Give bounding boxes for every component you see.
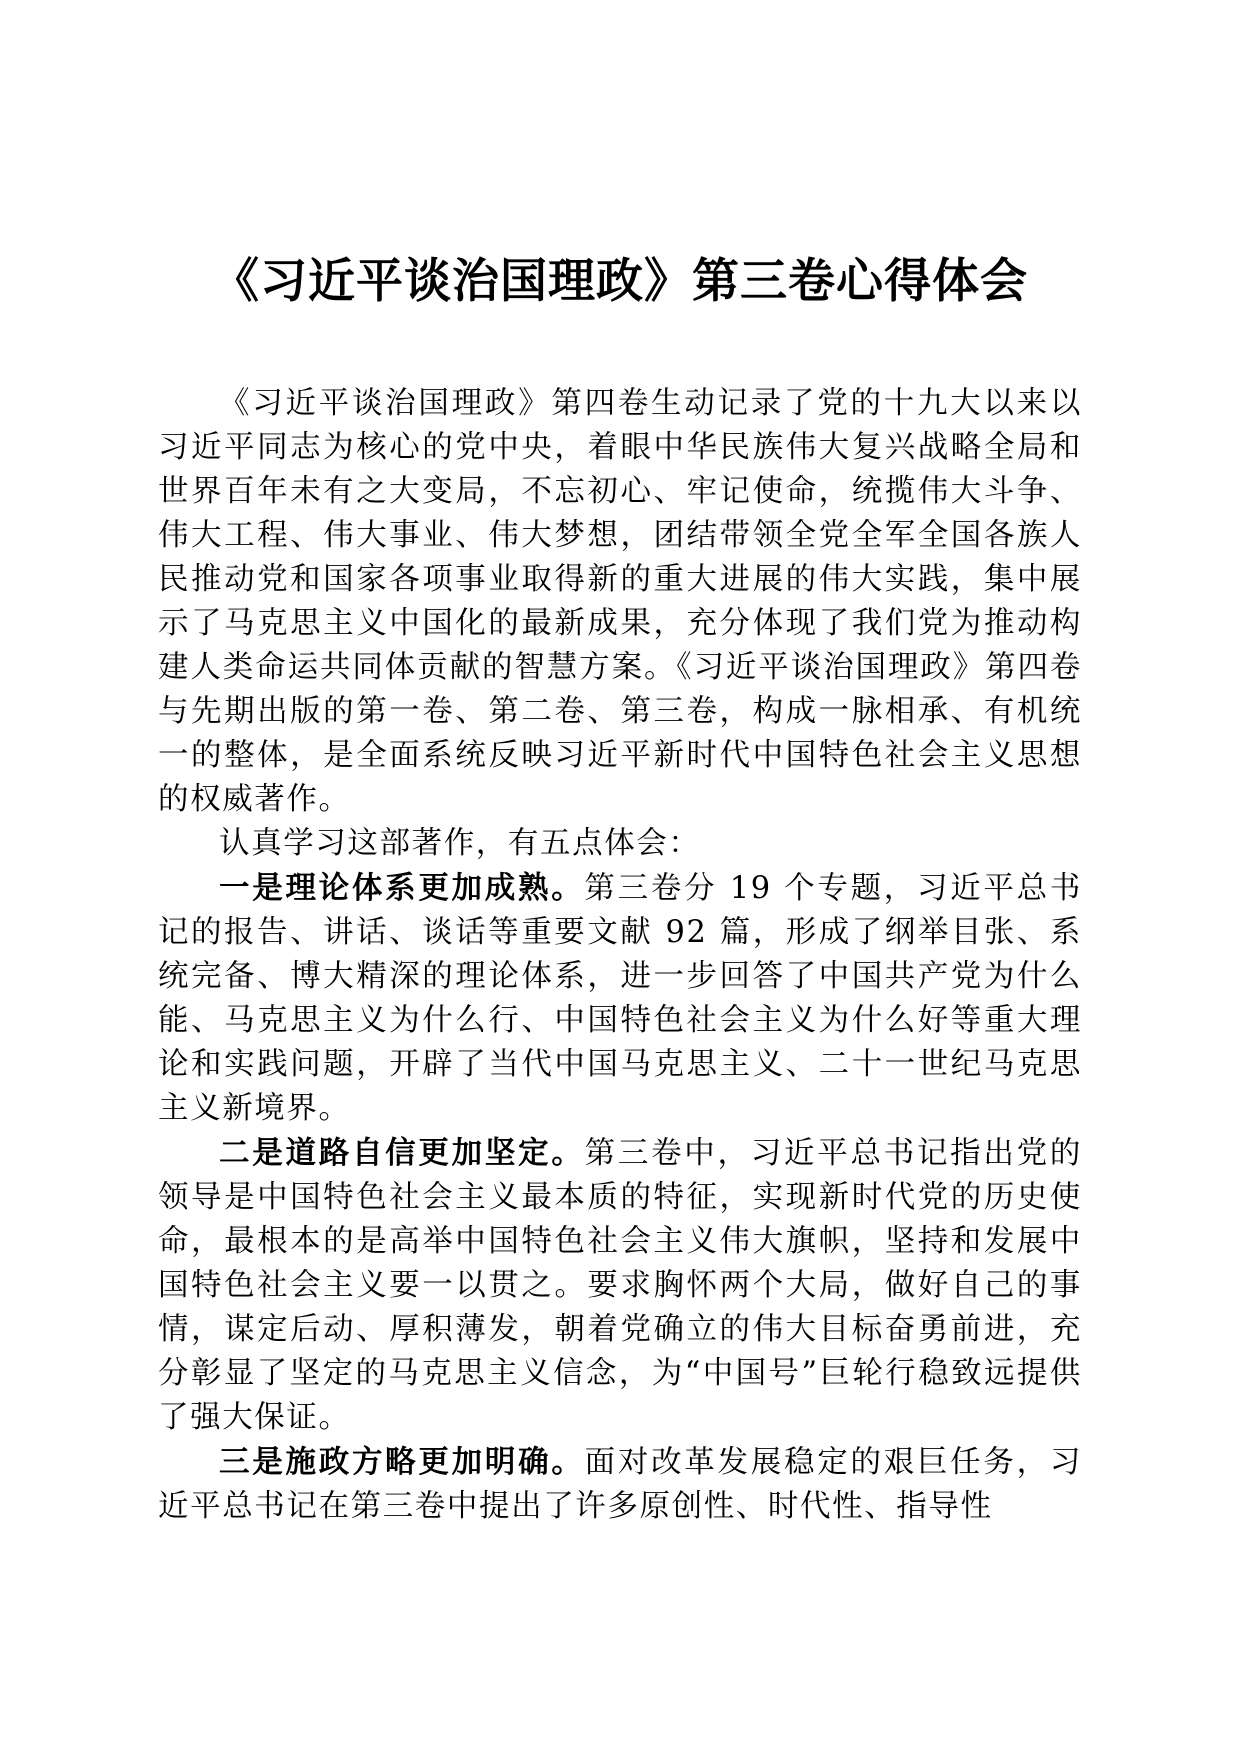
paragraph-intro (158, 382, 1082, 822)
paragraph-text: 面对改革发展稳定的艰巨任务，习近平总书记在第三卷中提出了许多原创性、时代性、指导性 (158, 1445, 1082, 1524)
paragraph-point-1 (158, 866, 1082, 1131)
paragraph-text: 《习近平谈治国理政》第四卷生动记录了党的十九大以来以习近平同志为核心的党中央，着眼中华民族伟大复兴战略全局和世界百年未有之大变局，不忘初心、牢记使命，统揽伟大斗争、伟大工程、伟大事业、伟大梦想，团结带领全党全军全国各族人民推动党和国家各项事业取得新的重大进展的伟大实践，集中展示了马克思主义中国化的最新成果，充分体现了我们党为推动构建人类命运共同体贡献的智慧方案。《习近平谈治国理政》第四卷与先期出版的第一卷、第二卷、第三卷，构成一脉相承、有机统一的整体，是全面系统反映习近平新时代中国特色社会主义思想的权威著作。 (158, 386, 1082, 817)
document-title: 《习近平谈治国理政》第三卷心得体会 (212, 254, 1028, 309)
paragraph-text: 第三卷中，习近平总书记指出党的领导是中国特色社会主义最本质的特征，实现新时代党的历史使命，最根本的是高举中国特色社会主义伟大旗帜，坚持和发展中国特色社会主义要一以贯之。要求胸怀两个大局，做好自己的事情，谋定后动、厚积薄发，朝着党确立的伟大目标奋勇前进，充分彰显了坚定的马克思主义信念，为“中国号”巨轮行稳致远提供了强大保证。 (158, 1136, 1082, 1435)
paragraph-text: 认真学习这部著作，有五点体会： (219, 826, 701, 861)
paragraph-point-3 (158, 1440, 1082, 1529)
paragraph-lead: 三是施政方略更加明确。 (219, 1444, 585, 1480)
paragraph-point-2 (158, 1131, 1082, 1440)
paragraph-lead: 一是理论体系更加成熟。 (219, 870, 585, 906)
paragraph-text: 第三卷分 19 个专题，习近平总书记的报告、讲话、谈话等重要文献 92 篇，形成了纲举目张、系统完备、博大精深的理论体系，进一步回答了中国共产党为什么能、马克思主义为什么行、中国特色社会主义为什么好等重大理论和实践问题，开辟了当代中国马克思主义、二十一世纪马克思主义新境界。 (158, 871, 1082, 1126)
paragraph-summary (158, 822, 1082, 866)
document-body (158, 382, 1082, 1529)
paragraph-lead: 二是道路自信更加坚定。 (219, 1135, 585, 1171)
